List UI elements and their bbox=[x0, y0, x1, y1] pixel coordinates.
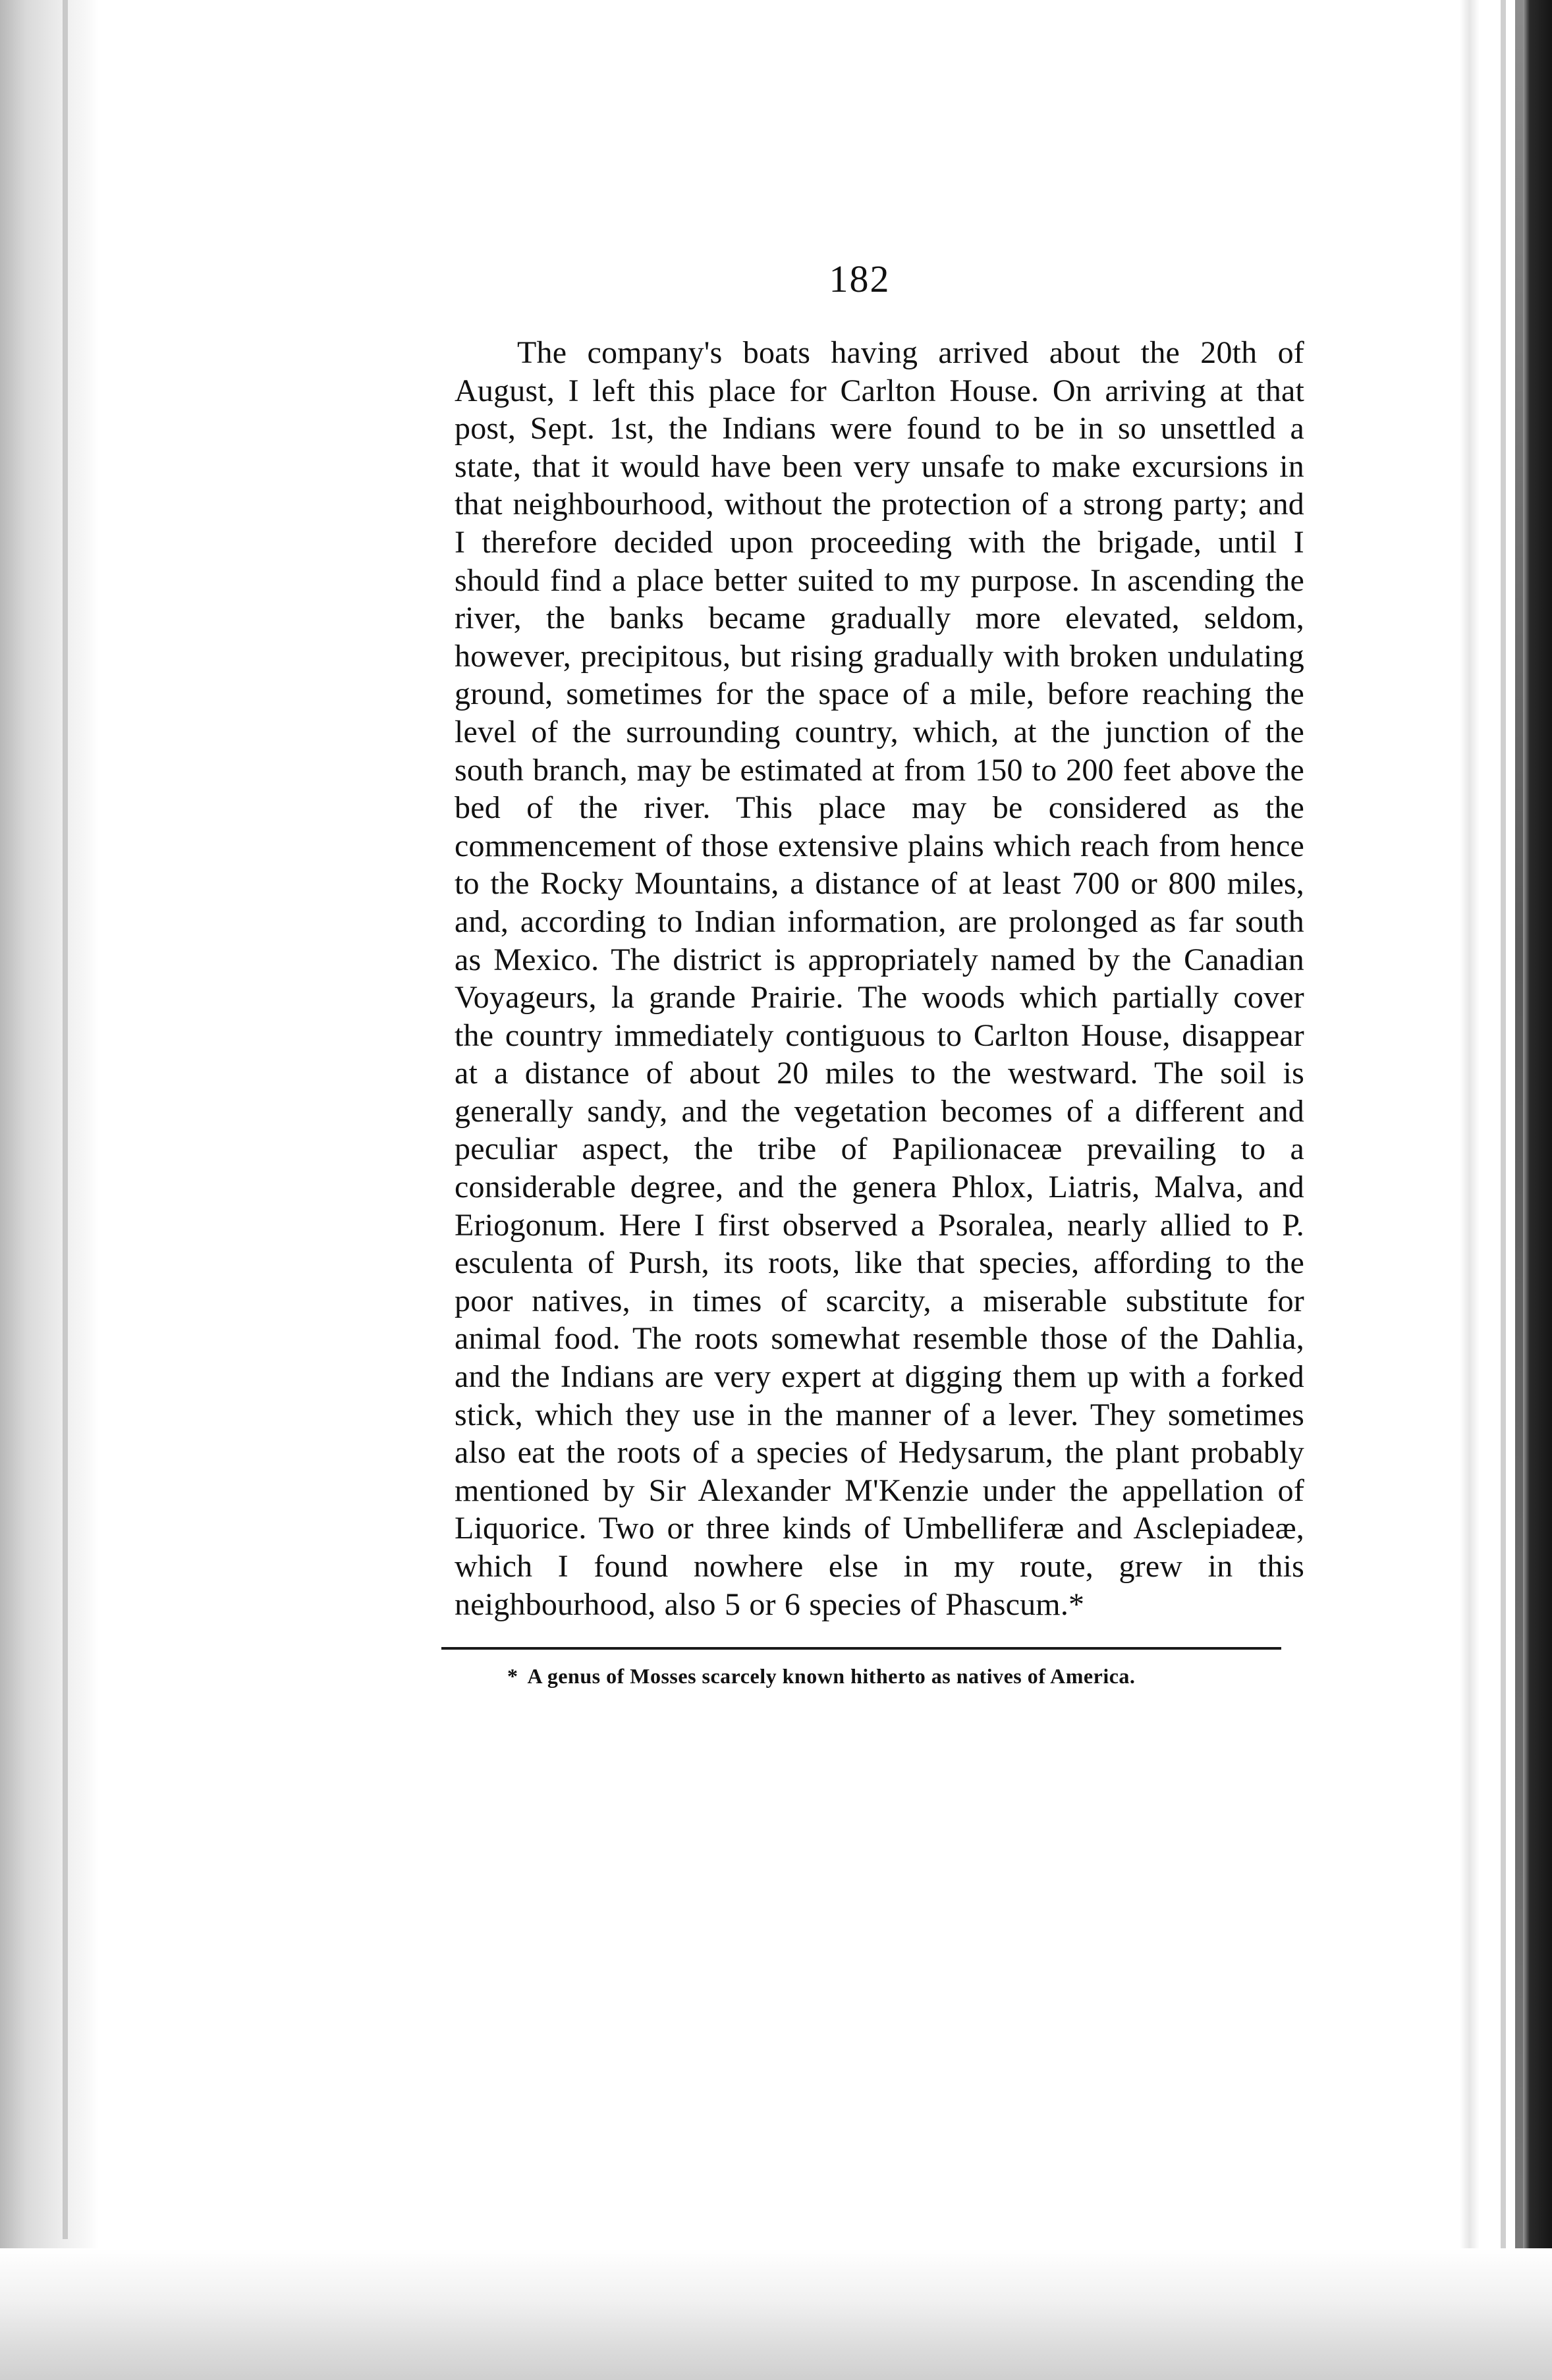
body-paragraph: The company's boats having arrived about the 20th of August, I left this place for Carlton House. On arriving at that post, Sept. 1st, the Indians were found to be in so unsettled a state, that it would have been very unsafe to make excursions in that neighbourhood, without the protection of a strong party; and I therefore decided upon proceeding with the brigade, until I should find a place better suited to my purpose. In ascending the river, the banks became gradually more elevated, seldom, however, precipitous, but rising gradually with broken undulating ground, sometimes for the space of a mile, before reaching the level of the surrounding country, which, at the junction of the south branch, may be estimated at from 150 to 200 feet above the bed of the river. This place may be considered as the commencement of those extensive plains which reach from hence to the Rocky Mountains, a distance of at least 700 or 800 miles, and, according to Indian information, are prolonged as far south as Mexico. The district is appropriately named by the Canadian Voyageurs, la grande Prairie. The woods which partially cover the country immediately contiguous to Carlton House, disappear at a distance of about 20 miles to the westward. The soil is generally sandy, and the vegetation becomes of a different and peculiar aspect, the tribe of Papilionaceæ prevailing to a considerable degree, and the genera Phlox, Liatris, Malva, and Eriogonum. Here I first observed a Psoralea, nearly allied to P. esculenta of Pursh, its roots, like that species, affording to the poor natives, in times of scarcity, a miserable substitute for animal food. The roots somewhat resemble those of the Dahlia, and the Indians are very expert at digging them up with a forked stick, which they use in the manner of a lever. They sometimes also eat the roots of a species of Hedysarum, the plant probably mentioned by Sir Alexander M'Kenzie under the appellation of Liquorice. Two or three kinds of Umbelliferæ and Asclepiadeæ, which I found nowhere else in my route, grew in this neighbourhood, also 5 or 6 species of Phascum.* bbox=[455, 335, 1304, 1622]
footnote-text: A genus of Mosses scarcely known hitherto as natives of America. bbox=[527, 1664, 1136, 1689]
scan-right-line bbox=[1501, 0, 1506, 2380]
page-number: 182 bbox=[829, 257, 891, 300]
scan-left-edge bbox=[0, 0, 99, 2380]
scan-right-shadow bbox=[1515, 0, 1523, 2380]
scan-right-band bbox=[1460, 0, 1480, 2380]
scan-bottom-edge bbox=[0, 2248, 1552, 2380]
footnote-rule bbox=[441, 1647, 1281, 1650]
scan-left-fold bbox=[63, 0, 68, 2239]
book-page bbox=[455, 257, 1304, 1689]
scan-right-edge bbox=[1523, 0, 1552, 2380]
footnote bbox=[507, 1664, 1304, 1689]
footnote-marker: * bbox=[507, 1664, 518, 1689]
